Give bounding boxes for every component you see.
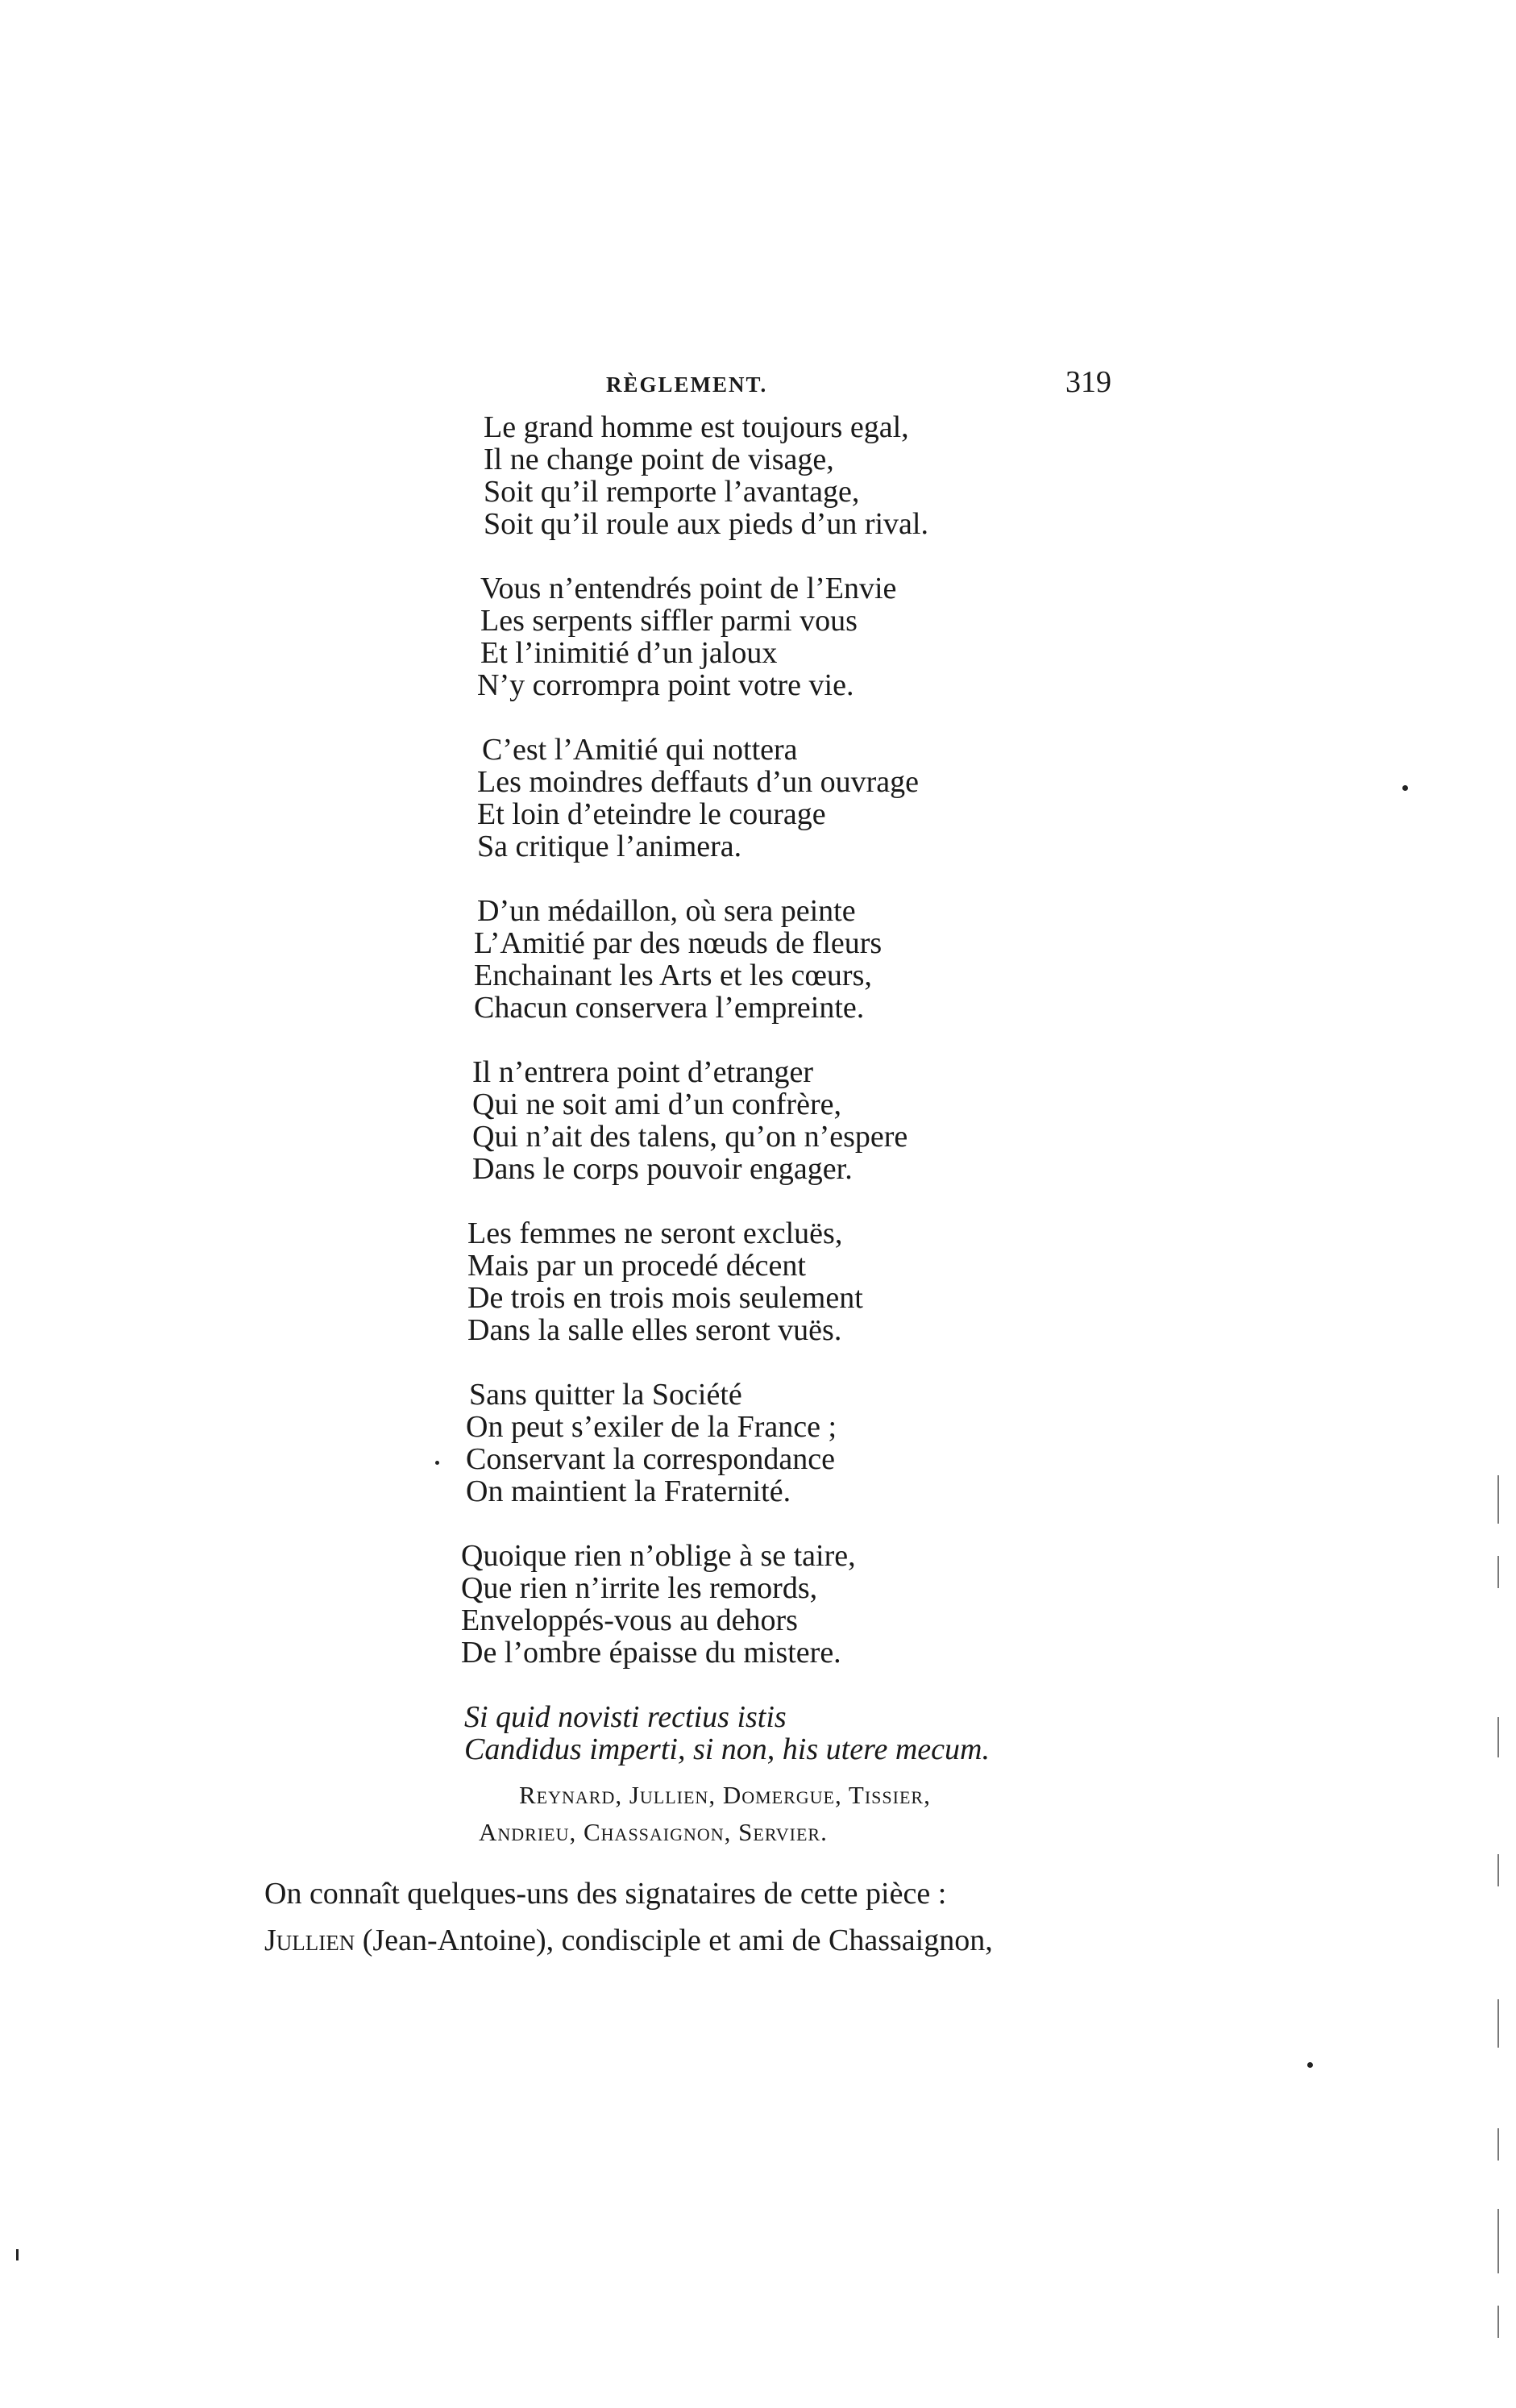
verse-line: Si quid novisti rectius istis xyxy=(464,1700,787,1734)
verse-line: Dans la salle elles seront vuës. xyxy=(467,1313,842,1347)
running-title: RÈGLEMENT. xyxy=(606,372,768,397)
margin-line xyxy=(1497,1999,1499,2048)
margin-line xyxy=(1497,1475,1499,1524)
scan-speck xyxy=(16,2249,19,2260)
verse-line: D’un médaillon, où sera peinte xyxy=(477,894,856,928)
verse-line: Et loin d’eteindre le courage xyxy=(477,797,826,831)
verse-line: Mais par un procedé décent xyxy=(467,1249,806,1283)
verse-line: De l’ombre épaisse du mistere. xyxy=(461,1636,841,1670)
verse-line: Et l’inimitié d’un jaloux xyxy=(480,636,778,670)
signature-line: Reynard, Jullien, Domergue, Tissier, xyxy=(519,1781,931,1809)
verse-line: Les serpents siffler parmi vous xyxy=(480,604,858,638)
verse-line: Candidus imperti, si non, his utere mecum. xyxy=(464,1732,990,1766)
prose-text: On connaît quelques-uns des signataires de cette pièce : xyxy=(264,1877,947,1911)
prose-line xyxy=(264,1870,1103,1917)
signatures xyxy=(0,1777,1516,1851)
verse-line: Le grand homme est toujours egal, xyxy=(484,410,909,444)
verse-line: Que rien n’irrite les remords, xyxy=(461,1571,818,1605)
verse-line: Enveloppés-vous au dehors xyxy=(461,1603,798,1637)
verse-line: Conservant la correspondance xyxy=(466,1442,835,1476)
margin-line xyxy=(1497,2306,1499,2338)
prose-paragraph xyxy=(264,1870,1103,1964)
verse-line: Soit qu’il roule aux pieds d’un rival. xyxy=(484,507,928,541)
verse-line: Enchainant les Arts et les cœurs, xyxy=(474,959,872,992)
verse-line: Dans le corps pouvoir engager. xyxy=(472,1152,853,1186)
stanza xyxy=(0,411,1516,540)
stanza xyxy=(0,1379,1516,1508)
margin-line xyxy=(1497,2209,1499,2273)
verse-line: Chacun conservera l’empreinte. xyxy=(474,991,865,1025)
verse-line: Quoique rien n’oblige à se taire, xyxy=(461,1539,856,1573)
stanza xyxy=(0,572,1516,701)
person-name: Jullien xyxy=(264,1923,355,1957)
verse-line: De trois en trois mois seulement xyxy=(467,1281,863,1315)
margin-line xyxy=(1497,1854,1499,1886)
verse-line: Il ne change point de visage, xyxy=(484,443,834,476)
verse-line: Les femmes ne seront excluës, xyxy=(467,1216,843,1250)
verse-line: Il n’entrera point d’etranger xyxy=(472,1055,814,1089)
margin-line xyxy=(1497,1717,1499,1757)
margin-line xyxy=(1497,1556,1499,1588)
latin-epigraph xyxy=(0,1701,1516,1765)
stanza xyxy=(0,895,1516,1024)
verse-line: N’y corrompra point votre vie. xyxy=(477,668,854,702)
verse-line: On maintient la Fraternité. xyxy=(466,1474,791,1508)
stanza xyxy=(0,1217,1516,1346)
prose-text: (Jean-Antoine), condisciple et ami de Chassaignon, xyxy=(355,1923,993,1957)
poem xyxy=(0,411,1516,1798)
stanza xyxy=(0,1540,1516,1669)
scan-speck xyxy=(1402,785,1408,791)
scan-speck xyxy=(435,1461,439,1465)
verse-line: Vous n’entendrés point de l’Envie xyxy=(480,572,897,605)
verse-line: On peut s’exiler de la France ; xyxy=(466,1410,837,1444)
verse-line: Qui n’ait des talens, qu’on n’espere xyxy=(472,1120,908,1154)
verse-line: L’Amitié par des nœuds de fleurs xyxy=(474,926,883,960)
verse-line: Les moindres deffauts d’un ouvrage xyxy=(477,765,920,799)
stanza xyxy=(0,734,1516,863)
verse-line: Sans quitter la Société xyxy=(469,1378,742,1412)
verse-line: Sa critique l’animera. xyxy=(477,830,742,863)
scan-speck xyxy=(1307,2062,1313,2068)
signature-line: Andrieu, Chassaignon, Servier. xyxy=(479,1818,828,1846)
page-number: 319 xyxy=(1065,365,1111,399)
stanza xyxy=(0,1056,1516,1185)
prose-line xyxy=(264,1917,1103,1964)
verse-line: C’est l’Amitié qui nottera xyxy=(482,733,798,767)
verse-line: Qui ne soit ami d’un confrère, xyxy=(472,1088,841,1121)
running-head xyxy=(0,364,1516,413)
margin-line xyxy=(1497,2128,1499,2161)
verse-line: Soit qu’il remporte l’avantage, xyxy=(484,475,860,509)
